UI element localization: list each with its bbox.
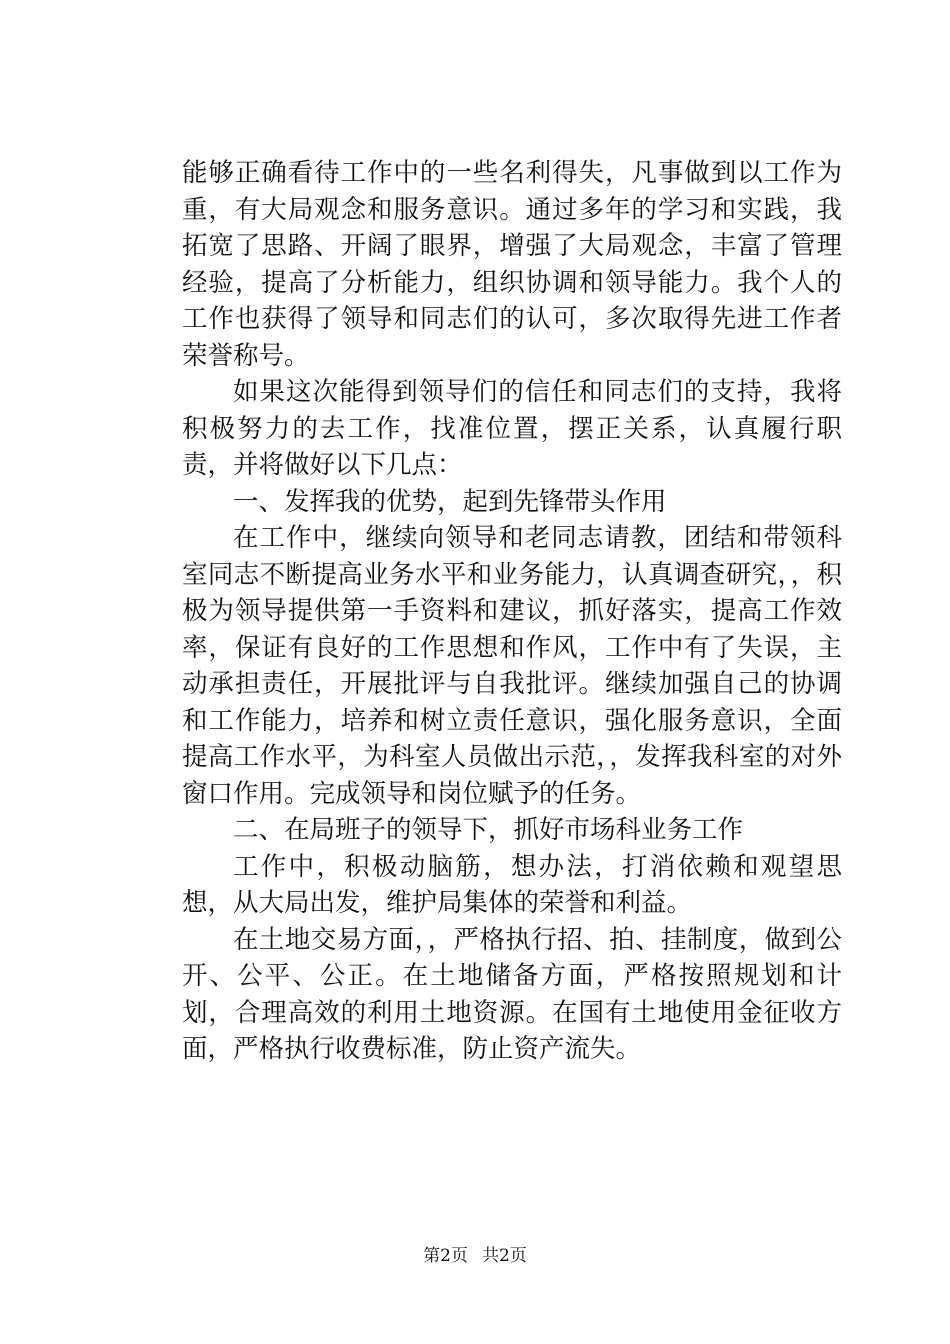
paragraph-section-2-b: 在土地交易方面，，严格执行招、拍、挂制度，做到公开、公平、公正。在土地储备方面，严格按照规划和计划，合理高效的利用土地资源。在国有土地使用金征收方面，严格执行收费标准，防止资产流失。 [182, 924, 842, 1064]
section-heading-2: 二、在局班子的领导下，抓好市场科业务工作 [233, 815, 744, 845]
page-total: 共2页 [482, 1246, 527, 1266]
page-number: 第2页 [423, 1246, 468, 1266]
section-heading-1: 一、发挥我的优势，起到先锋带头作用 [233, 486, 667, 517]
document-body [182, 155, 842, 1068]
page-footer [0, 1245, 950, 1267]
paragraph-section-2-a: 工作中，积极动脑筋，想办法，打消依赖和观望思想，从大局出发，维护局集体的荣誉和利益。 [182, 851, 842, 918]
paragraph-intro: 能够正确看待工作中的一些名利得失，凡事做到以工作为重，有大局观念和服务意识。通过多年的学习和实践，我拓宽了思路、开阔了眼界，增强了大局观念，丰富了管理经验，提高了分析能力，组织协调和领导能力。我个人的工作也获得了领导和同志们的认可，多次取得先进工作者荣誉称号。 [182, 158, 842, 371]
paragraph-section-1: 在工作中，继续向领导和老同志请教，团结和带领科室同志不断提高业务水平和业务能力，认真调查研究，，积极为领导提供第一手资料和建议，抓好落实，提高工作效率，保证有良好的工作思想和作风，工作中有了失误，主动承担责任，开展批评与自我批评。继续加强自己的协调和工作能力，培养和树立责任意识，强化服务意识，全面提高工作水平，为科室人员做出示范，，发挥我科室的对外窗口作用。完成领导和岗位赋予的任务。 [182, 523, 842, 809]
paragraph-commitment: 如果这次能得到领导们的信任和同志们的支持，我将积极努力的去工作，找准位置，摆正关系，认真履行职责，并将做好以下几点： [182, 377, 842, 480]
